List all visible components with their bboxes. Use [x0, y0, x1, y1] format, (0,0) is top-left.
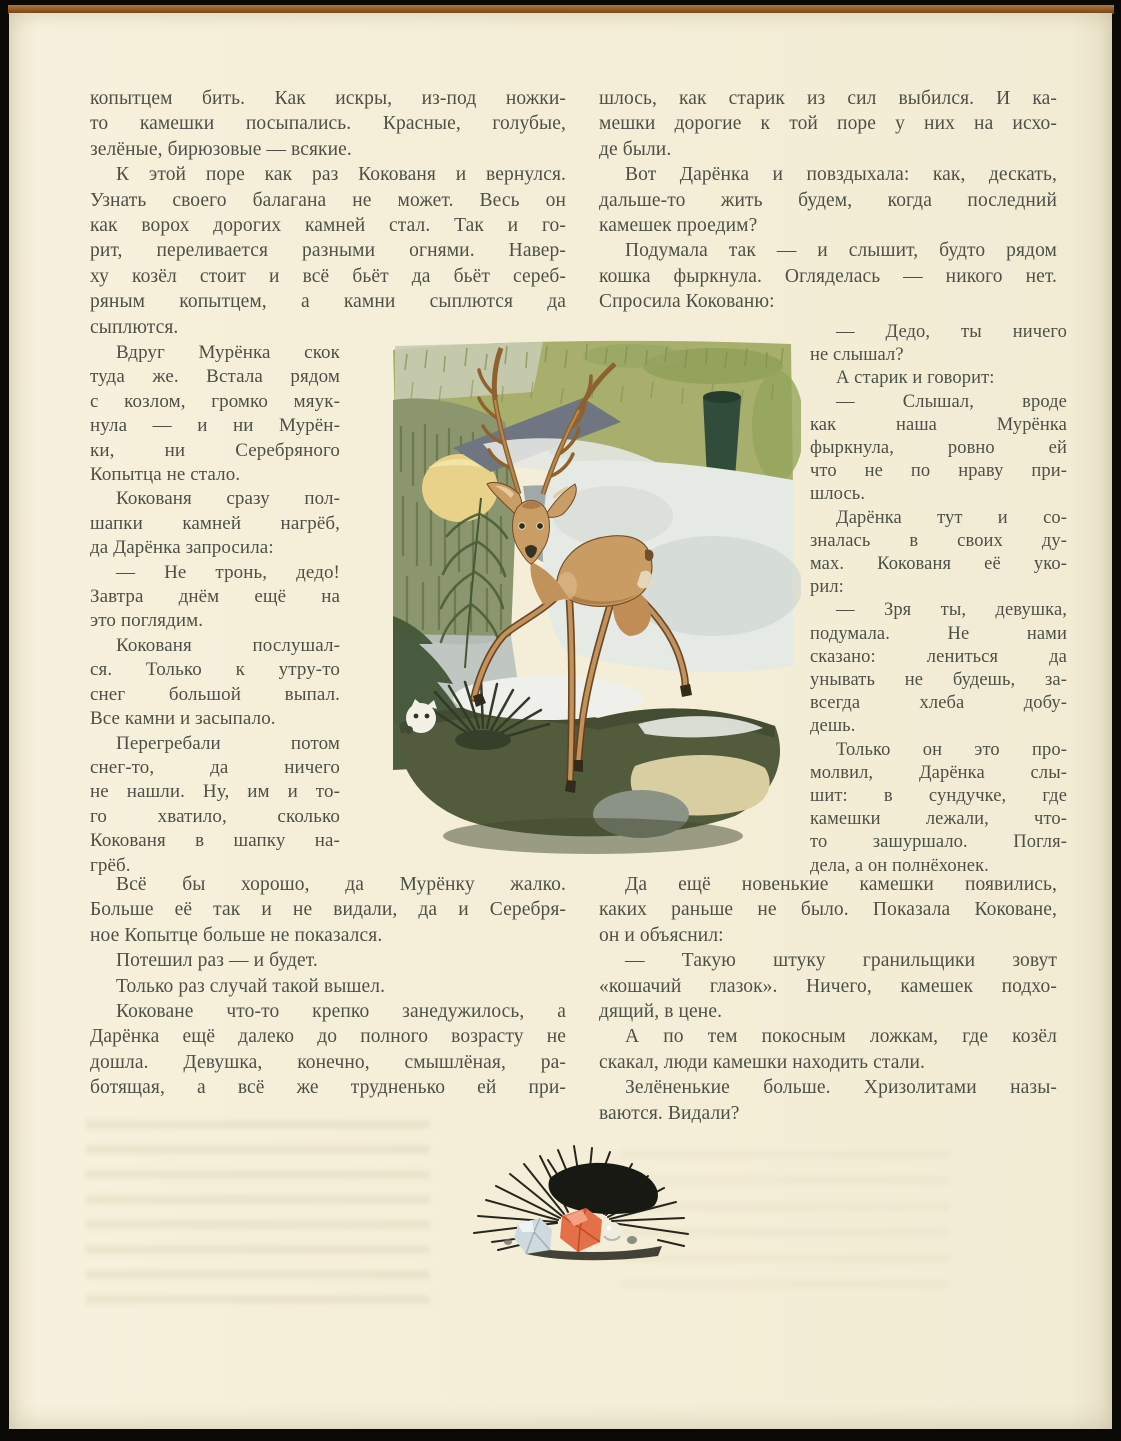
text-line: зналась в своих ду-: [810, 530, 1067, 551]
text-line: ся. Только к утру-то: [90, 659, 340, 681]
text-line: не слышал?: [810, 345, 904, 366]
text-line: Да ещё новенькие камешки появились,: [625, 874, 1057, 895]
text-line: туда же. Встала рядом: [90, 366, 340, 388]
text-line: Копытца не стало.: [90, 464, 241, 486]
text-line: мешки дорогие к той поре у них на исхо-: [599, 113, 1057, 135]
text-line: каких раньше не было. Показала Коковане,: [599, 899, 1057, 921]
text-line: дешь.: [810, 716, 856, 737]
text-line: скакал, люди камешки находить стали.: [599, 1051, 925, 1073]
text-line: Вот Дарёнка и повздыхала: как, дескать,: [625, 164, 1057, 186]
text-line: не нашли. Ну, им и то-: [90, 781, 340, 803]
gems-tailpiece: [462, 1138, 694, 1268]
text-line: дошла. Девушка, конечно, смышлёная, ра-: [90, 1051, 566, 1073]
text-block-right-narrow: [810, 321, 1067, 878]
text-line: де были.: [599, 138, 672, 160]
text-line: камешки лежали, что-: [810, 809, 1067, 830]
text-line: Дарёнка ещё далеко до полного возрасту не: [90, 1026, 566, 1048]
text-line: ряным копытцем, а камни сыплются да: [90, 291, 566, 313]
text-block-left-top: [90, 86, 566, 340]
text-line: — Не тронь, дедо!: [116, 561, 340, 583]
text-line: молвил, Дарёнка слы-: [810, 762, 1067, 783]
text-line: что не по нраву при-: [810, 461, 1067, 482]
text-line: Узнать своего балагана не может. Весь он: [90, 189, 566, 211]
text-line: то камешки посыпались. Красные, голубые,: [90, 113, 566, 135]
text-line: фыркнула, ровно ей: [810, 438, 1067, 459]
text-line: Вдруг Мурёнка скок: [116, 342, 340, 363]
text-line: нула — и ни Мурён-: [90, 415, 340, 437]
text-line: шапки камней нагрёб,: [90, 512, 340, 534]
text-line: Подумала так — и слышит, будто рядом: [625, 240, 1057, 262]
text-line: дальше-то жить будем, когда последний: [599, 189, 1057, 211]
text-line: дящий, в цене.: [599, 1001, 723, 1023]
text-line: копытцем бить. Как искры, из-под ножки-: [90, 88, 566, 109]
text-line: унывать не будешь, за-: [810, 670, 1067, 691]
text-line: камешек проедим?: [599, 215, 758, 237]
text-line: Только раз случай такой вышел.: [116, 975, 386, 997]
text-line: Потешил раз — и будет.: [116, 950, 318, 972]
text-line: А по тем покосным ложкам, где козёл: [625, 1026, 1057, 1048]
text-line: сказано: лениться да: [810, 646, 1067, 667]
text-line: сыплются.: [90, 316, 179, 338]
text-line: Завтра днём ещё на: [90, 586, 340, 608]
text-block-right-bottom: [599, 872, 1057, 1126]
text-line: ное Копытце больше не показался.: [90, 924, 383, 946]
text-line: подумала. Не нами: [810, 623, 1067, 644]
text-line: грёб.: [90, 854, 131, 876]
text-line: К этой поре как раз Кокованя и вернулся.: [116, 164, 566, 186]
gems-tailpiece-svg: [462, 1138, 694, 1268]
text-block-left-narrow: [90, 341, 340, 878]
text-line: Коковане что-то крепко занедужилось, а: [116, 1001, 566, 1023]
text-line: шлось.: [810, 484, 866, 505]
text-line: ки, ни Серебряного: [90, 439, 340, 461]
text-line: Всё бы хорошо, да Мурёнку жалко.: [116, 874, 566, 895]
text-line: Кокованя в шапку на-: [90, 830, 340, 852]
text-line: кошка фыркнула. Огляделась — никого нет.: [599, 265, 1057, 287]
text-line: Зелёненькие больше. Хризолитами назы-: [625, 1077, 1057, 1099]
text-line: снег-то, да ничего: [90, 756, 340, 778]
text-line: го хватило, сколько: [90, 805, 340, 827]
text-line: всегда хлеба добу-: [810, 693, 1067, 714]
text-line: А старик и говорит:: [836, 368, 995, 389]
text-line: шлось, как старик из сил выбился. И ка-: [599, 88, 1057, 109]
text-line: ботящая, а всё же трудненько ей при-: [90, 1077, 566, 1099]
text-line: Спросила Кокованю:: [599, 291, 775, 313]
text-line: «кошачий глазок». Ничего, камешек подхо-: [599, 975, 1057, 997]
text-line: дела, а он полнёхонек.: [810, 855, 989, 876]
text-line: шит: в сундучке, где: [810, 786, 1067, 807]
text-line: Дарёнка тут и со-: [836, 507, 1067, 528]
text-line: рит, переливается разными огнями. Навер-: [90, 240, 566, 262]
text-line: Кокованя послушал-: [116, 634, 340, 656]
text-line: — Зря ты, девушка,: [836, 600, 1067, 621]
text-line: Кокованя сразу пол-: [116, 488, 340, 510]
text-line: Только он это про-: [836, 739, 1067, 760]
text-line: снег большой выпал.: [90, 683, 340, 705]
text-line: — Дедо, ты ничего: [836, 322, 1067, 342]
deer-illustration: [383, 336, 801, 878]
text-line: ху козёл стоит и всё бьёт да бьёт сереб-: [90, 265, 566, 287]
text-line: Больше её так и не видали, да и Серебря-: [90, 899, 566, 921]
text-line: — Такую штуку гранильщики зовут: [625, 950, 1057, 972]
text-line: Все камни и засыпало.: [90, 708, 276, 730]
text-line: ваются. Видали?: [599, 1102, 740, 1124]
text-line: с козлом, громко мяук-: [90, 390, 340, 412]
deer-illustration-svg: [383, 336, 801, 878]
text-line: рил:: [810, 577, 844, 598]
text-block-right-top: [599, 86, 1057, 315]
text-line: да Дарёнка запросила:: [90, 537, 274, 559]
text-line: как наша Мурёнка: [810, 414, 1067, 435]
text-line: зелёные, бирюзовые — всякие.: [90, 138, 352, 160]
text-line: как ворох дорогих камней стал. Так и го-: [90, 215, 566, 237]
text-block-left-bottom: [90, 872, 566, 1101]
text-line: он и объяснил:: [599, 924, 724, 946]
text-line: — Слышал, вроде: [836, 391, 1067, 412]
text-line: мах. Кокованя её уко-: [810, 554, 1067, 575]
text-line: это поглядим.: [90, 610, 204, 632]
text-line: то зашуршало. Погля-: [810, 832, 1067, 853]
text-line: Перегребали потом: [116, 732, 340, 754]
